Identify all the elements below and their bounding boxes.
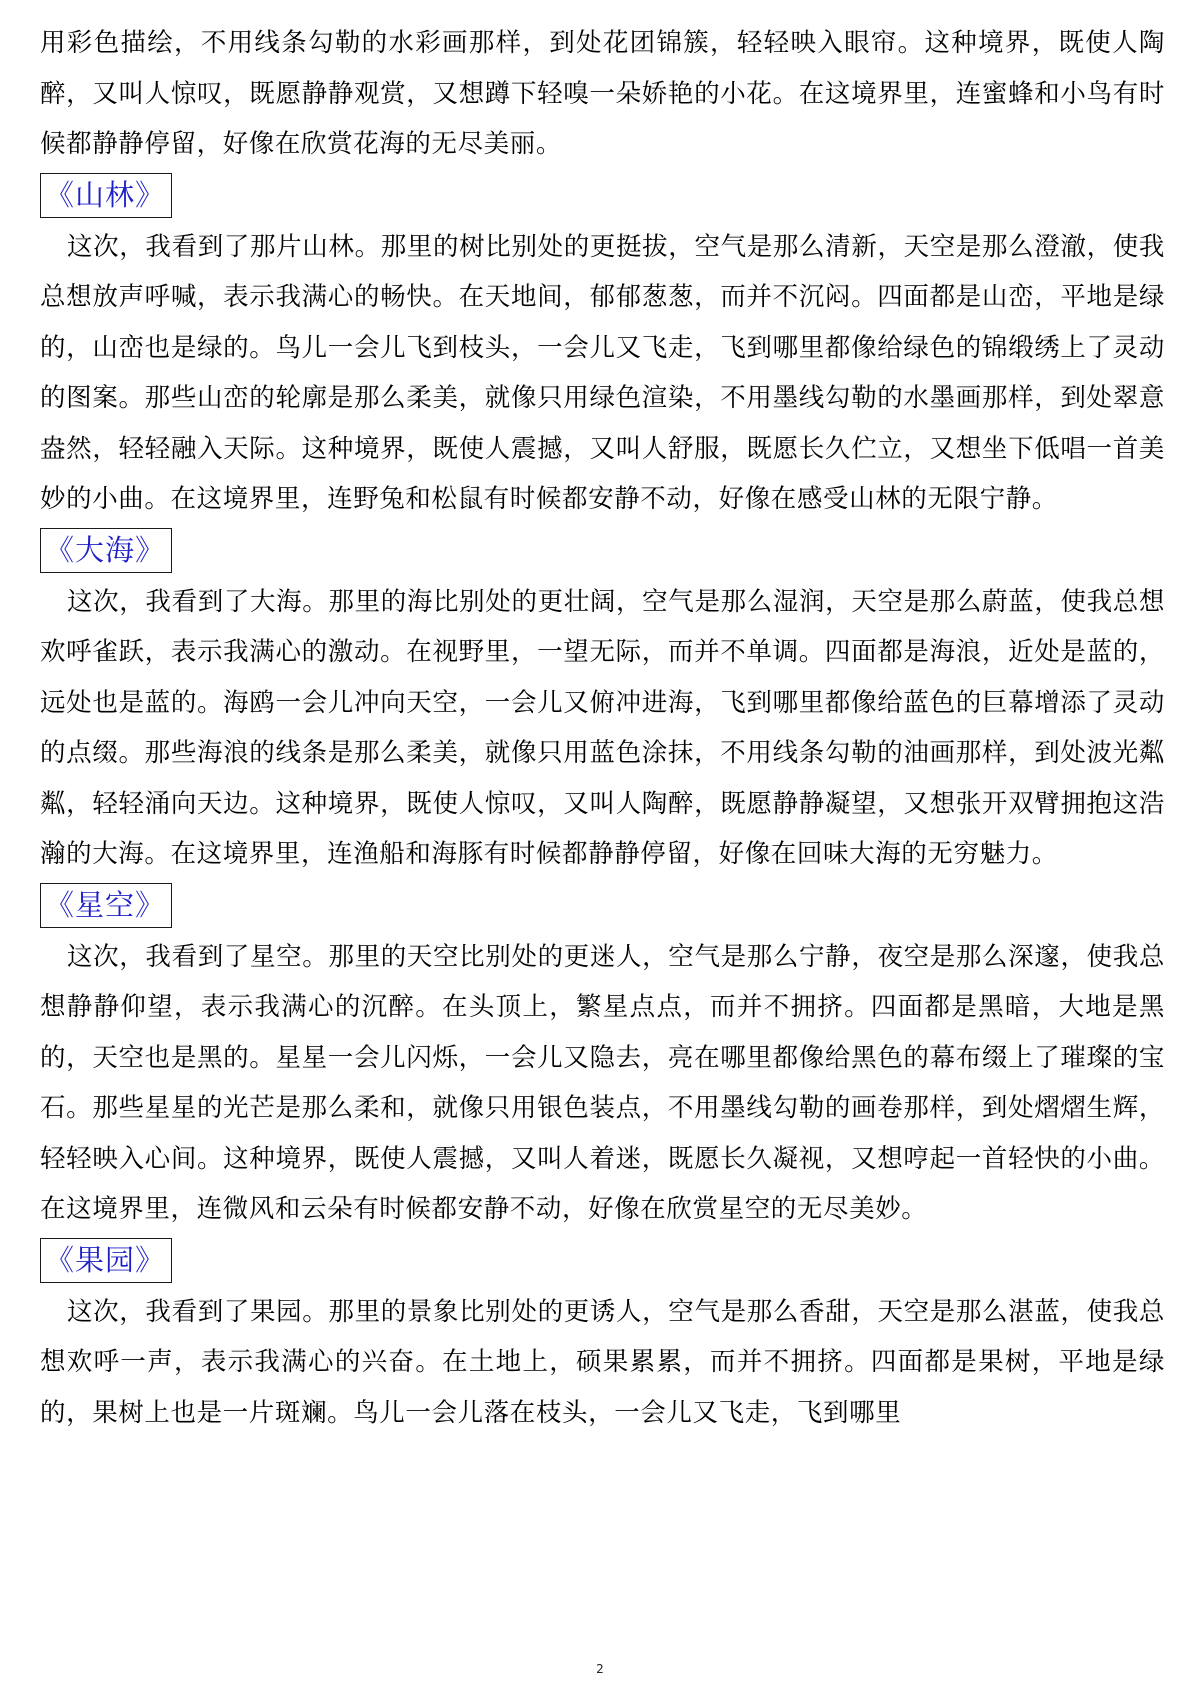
section-heading-wrap-sea <box>40 525 1165 577</box>
section-heading-orchard: 《果园》 <box>40 1238 172 1283</box>
paragraph-flowers-continued: 用彩色描绘，不用线条勾勒的水彩画那样，到处花团锦簇，轻轻映入眼帘。这种境界，既使人陶醉，又叫人惊叹，既愿静静观赏，又想蹲下轻嗅一朵娇艳的小花。在这境界里，连蜜蜂和小鸟有时候都静静停留，好像在欣赏花海的无尽美丽。 <box>40 28 1165 159</box>
section-heading-wrap-starry-sky <box>40 880 1165 932</box>
section-heading-wrap-mountain-forest <box>40 170 1165 222</box>
section-heading-wrap-orchard <box>40 1235 1165 1287</box>
section-heading-sea: 《大海》 <box>40 528 172 573</box>
page-number: 2 <box>596 1662 604 1676</box>
document-page <box>40 18 1165 1438</box>
paragraph-orchard: 这次，我看到了果园。那里的景象比别处的更诱人，空气是那么香甜，天空是那么湛蓝，使我总想欢呼一声，表示我满心的兴奋。在土地上，硕果累累，而并不拥挤。四面都是果树，平地是绿的，果树上也是一片斑斓。鸟儿一会儿落在枝头，一会儿又飞走，飞到哪里 <box>40 1296 1165 1428</box>
paragraph-sea: 这次，我看到了大海。那里的海比别处的更壮阔，空气是那么湿润，天空是那么蔚蓝，使我总想欢呼雀跃，表示我满心的激动。在视野里，一望无际，而并不单调。四面都是海浪，近处是蓝的，远处也是蓝的。海鸥一会儿冲向天空，一会儿又俯冲进海，飞到哪里都像给蓝色的巨幕增添了灵动的点缀。那些海浪的线条是那么柔美，就像只用蓝色涂抹，不用线条勾勒的油画那样，到处波光粼粼，轻轻涌向天边。这种境界，既使人惊叹，又叫人陶醉，既愿静静凝望，又想张开双臂拥抱这浩瀚的大海。在这境界里，连渔船和海豚有时候都静静停留，好像在回味大海的无穷魅力。 <box>40 586 1165 869</box>
paragraph-mountain-forest: 这次，我看到了那片山林。那里的树比别处的更挺拔，空气是那么清新，天空是那么澄澈，使我总想放声呼喊，表示我满心的畅快。在天地间，郁郁葱葱，而并不沉闷。四面都是山峦，平地是绿的，山峦也是绿的。鸟儿一会儿飞到枝头，一会儿又飞走，飞到哪里都像给绿色的锦缎绣上了灵动的图案。那些山峦的轮廓是那么柔美，就像只用绿色渲染，不用墨线勾勒的水墨画那样，到处翠意盎然，轻轻融入天际。这种境界，既使人震撼，又叫人舒服，既愿长久伫立，又想坐下低唱一首美妙的小曲。在这境界里，连野兔和松鼠有时候都安静不动，好像在感受山林的无限宁静。 <box>40 231 1165 514</box>
section-heading-mountain-forest: 《山林》 <box>40 173 172 218</box>
section-heading-starry-sky: 《星空》 <box>40 883 172 928</box>
paragraph-starry-sky: 这次，我看到了星空。那里的天空比别处的更迷人，空气是那么宁静，夜空是那么深邃，使我总想静静仰望，表示我满心的沉醉。在头顶上，繁星点点，而并不拥挤。四面都是黑暗，大地是黑的，天空也是黑的。星星一会儿闪烁，一会儿又隐去，亮在哪里都像给黑色的幕布缀上了璀璨的宝石。那些星星的光芒是那么柔和，就像只用银色装点，不用墨线勾勒的画卷那样，到处熠熠生辉，轻轻映入心间。这种境界，既使人震撼，又叫人着迷，既愿长久凝视，又想哼起一首轻快的小曲。在这境界里，连微风和云朵有时候都安静不动，好像在欣赏星空的无尽美妙。 <box>40 941 1165 1224</box>
